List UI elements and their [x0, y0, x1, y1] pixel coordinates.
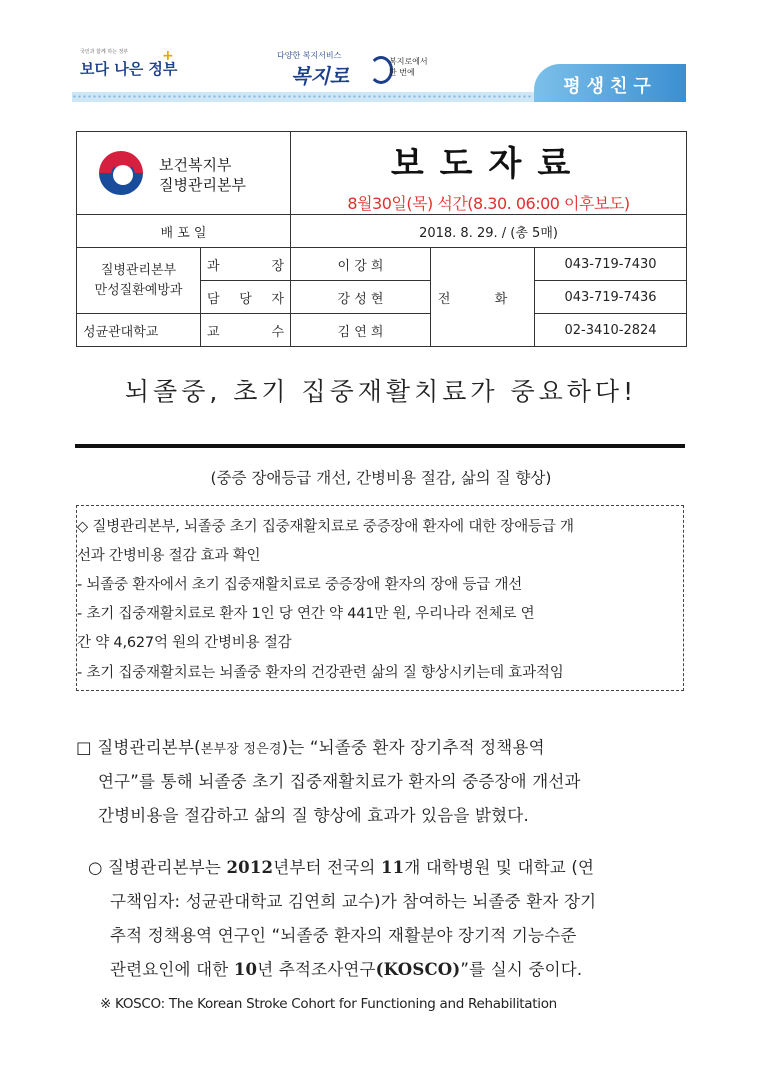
distribution-label: 배 포 일 — [77, 215, 291, 248]
bokjiro-logo — [277, 50, 447, 90]
summary-line: ◇ 질병관리본부, 뇌졸중 초기 집중재활치료로 중증장애 환자에 대한 장애등급 개 — [77, 519, 574, 535]
body-paragraph-line: 구책임자: 성균관대학교 김연희 교수)가 참여하는 뇌졸중 환자 장기 — [110, 892, 597, 911]
org2-cell: 성균관대학교 — [77, 314, 201, 347]
logo-main-text: 보다 나은 정부 — [80, 60, 178, 78]
summary-box — [76, 505, 684, 691]
headline: 뇌졸중, 초기 집중재활치료가 중요하다! — [124, 377, 638, 406]
headline-divider — [75, 444, 685, 448]
title-cell — [291, 132, 687, 215]
subtitle: (중증 장애등급 개선, 간병비용 절감, 삶의 질 향상) — [210, 469, 552, 487]
government-emblem-icon — [99, 151, 143, 195]
agency-name: 질병관리본부 — [159, 176, 246, 194]
lifelong-friend-tab — [534, 64, 686, 102]
ministry-name: 보건복지부 — [159, 156, 232, 174]
org1-line1: 질병관리본부 — [100, 262, 177, 278]
embargo-notice: 8월30일(목) 석간(8.30. 06:00 이후보도) — [347, 194, 630, 213]
ministry-cell — [77, 132, 291, 215]
org1-line2: 만성질환예방과 — [94, 282, 183, 298]
government-logo — [80, 48, 178, 88]
summary-line: - 초기 집중재활치료로 환자 1인 당 연간 약 441만 원, 우리나라 전체로 연 — [77, 606, 535, 622]
body-paragraph-line: 추적 정책용역 연구인 “뇌졸중 환자의 재활분야 장기적 기능수준 — [110, 926, 577, 945]
body-paragraph-line: 연구”를 통해 뇌졸중 초기 집중재활치료가 환자의 중증장애 개선과 — [98, 772, 581, 791]
footnote: ※ KOSCO: The Korean Stroke Cohort for Functioning and Rehabilitation — [100, 996, 557, 1012]
phone-cell: 043-719-7430 — [535, 248, 687, 281]
bokjiro-wordmark: 복지로 — [291, 64, 349, 88]
summary-line: 선과 간병비용 절감 효과 확인 — [77, 548, 261, 564]
name-cell: 강 성 현 — [291, 281, 431, 314]
summary-line: - 뇌졸중 환자에서 초기 집중재활치료로 중증장애 환자의 장애 등급 개선 — [77, 577, 523, 593]
bokjiro-tagline: 다양한 복지서비스 — [277, 51, 342, 60]
phone-cell: 02-3410-2824 — [535, 314, 687, 347]
summary-line: 간 약 4,627억 원의 간병비용 절감 — [77, 635, 292, 651]
role-cell: 담 당 자 — [201, 281, 291, 314]
org1-cell — [77, 248, 201, 314]
role-cell: 과 장 — [201, 248, 291, 281]
body-paragraph-line: 관련요인에 대한 10년 추적조사연구(KOSCO)”를 실시 중이다. — [110, 960, 583, 979]
plus-icon: + — [162, 48, 174, 64]
top-banner — [72, 44, 686, 104]
tab-label: 평생친구 — [563, 76, 657, 97]
distribution-value: 2018. 8. 29. / (총 5매) — [291, 215, 687, 248]
name-cell: 김 연 희 — [291, 314, 431, 347]
press-release-header — [76, 131, 687, 347]
phone-label: 전 화 — [431, 248, 535, 347]
role-cell: 교 수 — [201, 314, 291, 347]
summary-line: - 초기 집중재활치료는 뇌졸중 환자의 건강관련 삶의 질 향상시키는데 효과적임 — [77, 665, 564, 681]
phone-cell: 043-719-7436 — [535, 281, 687, 314]
bokjiro-slogan: 복지로에서 한 번에 — [389, 57, 428, 77]
banner-dots — [72, 94, 532, 100]
logo-tagline: 국민과 함께 하는 정부 — [80, 49, 129, 55]
body-paragraph-line: 간병비용을 절감하고 삶의 질 향상에 효과가 있음을 밝혔다. — [98, 806, 529, 825]
press-release-title: 보도자료 — [390, 144, 587, 184]
name-cell: 이 강 희 — [291, 248, 431, 281]
body-paragraph-line: □ 질병관리본부(본부장 정은경)는 “뇌졸중 환자 장기추적 정책용역 — [76, 738, 545, 757]
body-paragraph-line: ○ 질병관리본부는 2012년부터 전국의 11개 대학병원 및 대학교 (연 — [88, 858, 595, 877]
